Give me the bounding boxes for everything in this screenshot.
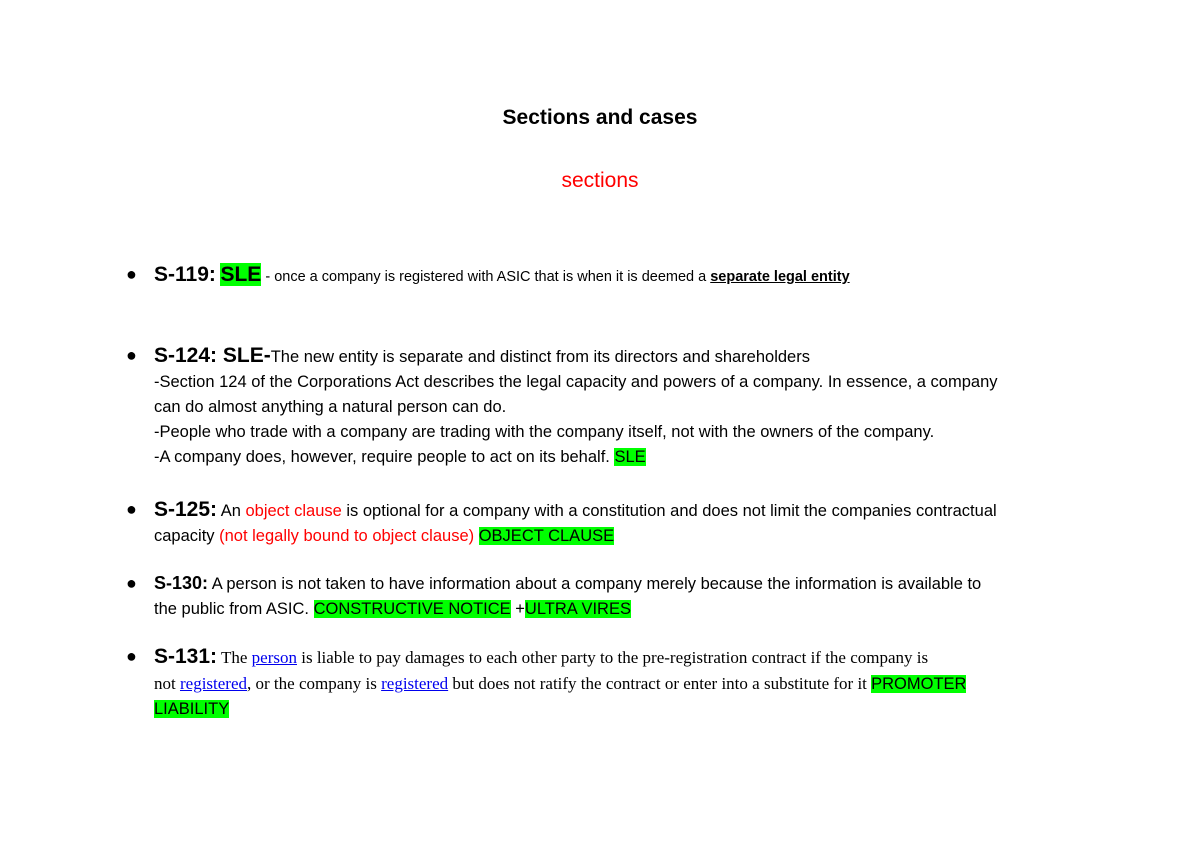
bullet-icon: ● xyxy=(126,264,137,284)
section-code: S-130: xyxy=(154,573,209,593)
section-code: S-125: xyxy=(154,498,218,521)
section-text: , or the company is xyxy=(247,674,382,693)
bullet-icon: ● xyxy=(126,345,137,365)
registered-link[interactable]: registered xyxy=(381,674,449,693)
section-text: but does not ratify the contract or enter into a substitute for it xyxy=(448,674,872,693)
section-item-s125 xyxy=(126,497,1114,549)
section-text: A person is not taken to have information about a company merely because the information is available to xyxy=(208,575,982,593)
section-text: -People who trade with a company are trading with the company itself, not with the owners of the company. xyxy=(154,423,935,441)
red-note: (not legally bound to object clause) xyxy=(219,527,475,545)
section-text: The new entity is separate and distinct from its directors and shareholders xyxy=(270,348,810,366)
highlight-tag: OBJECT CLAUSE xyxy=(478,527,615,545)
section-code: S-131: xyxy=(154,645,218,668)
highlight-tag: CONSTRUCTIVE NOTICE xyxy=(313,600,511,618)
section-code: S-124: SLE- xyxy=(154,344,271,367)
registered-link[interactable]: registered xyxy=(179,674,248,693)
section-item-s124 xyxy=(126,343,1114,470)
section-text: An xyxy=(217,502,246,520)
highlight-tag: PROMOTER xyxy=(871,675,967,693)
highlight-tag: LIABILITY xyxy=(154,700,230,718)
bullet-icon: ● xyxy=(126,499,137,519)
section-item-s131 xyxy=(126,644,1114,722)
person-link[interactable]: person xyxy=(251,648,297,667)
document-subtitle: sections xyxy=(561,169,639,192)
section-text: the public from ASIC. xyxy=(154,600,314,618)
plus-text: + xyxy=(510,600,525,618)
bullet-icon: ● xyxy=(126,573,137,593)
red-term: object clause xyxy=(245,502,342,520)
section-code: S-119: xyxy=(154,263,216,286)
section-text: capacity xyxy=(154,527,220,545)
section-text: not xyxy=(154,674,180,693)
section-text: - once a company is registered with ASIC that is when it is deemed a xyxy=(261,269,711,285)
section-item-s119 xyxy=(126,262,1114,290)
section-text: -A company does, however, require people to act on its behalf. xyxy=(154,448,615,466)
section-item-s130 xyxy=(126,571,1114,622)
section-text: -Section 124 of the Corporations Act describes the legal capacity and powers of a company. In essence, a company xyxy=(154,373,998,391)
highlight-tag: ULTRA VIRES xyxy=(524,600,631,618)
section-text: is optional for a company with a constitution and does not limit the companies contractual xyxy=(341,502,997,520)
section-text: can do almost anything a natural person can do. xyxy=(154,398,507,416)
document-title: Sections and cases xyxy=(502,106,698,129)
highlight-tag: SLE xyxy=(220,263,262,286)
bullet-icon: ● xyxy=(126,646,137,666)
key-term: separate legal entity xyxy=(710,269,850,285)
section-text: is liable to pay damages to each other party to the pre-registration contract if the company is xyxy=(296,648,929,667)
highlight-tag: SLE xyxy=(614,448,646,466)
section-text: The xyxy=(217,648,252,667)
